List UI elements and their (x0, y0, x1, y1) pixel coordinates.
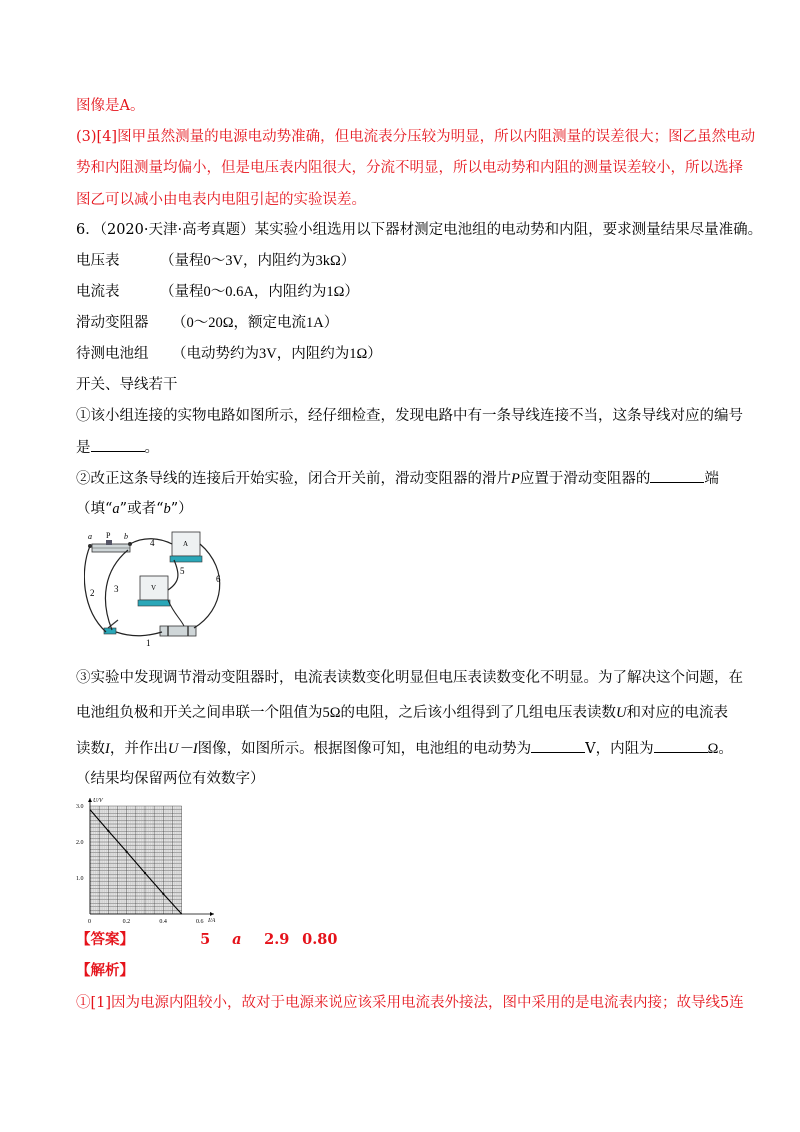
graph-grid (90, 806, 182, 914)
answer-blank (91, 437, 145, 452)
label-a: a (88, 532, 92, 541)
equipment-row: 电压表 （量程0～3V，内阻约为3kΩ） (76, 253, 356, 269)
answer-value: 0.80 (302, 931, 338, 948)
y-tick-label: 1.0 (76, 876, 84, 882)
explanation-line: 图乙可以减小由电表内电阻引起的实验误差。 (76, 192, 366, 208)
question-part-2-cont: （填“a”或者“b”） (76, 501, 193, 517)
svg-text:4: 4 (150, 538, 155, 548)
data-point (162, 893, 164, 895)
y-tick-label: 3.0 (76, 804, 84, 810)
equipment-row: 滑动变阻器 （0～20Ω，额定电流1A） (76, 315, 339, 331)
question-part-1: ①该小组连接的实物电路如图所示，经仔细检查，发现电路中有一条导线连接不当，这条导线对应的编号 (76, 408, 743, 424)
switch-line: 开关、导线若干 (76, 377, 178, 393)
y-axis-label: U/V (93, 798, 103, 804)
svg-text:3: 3 (114, 584, 119, 594)
svg-text:6: 6 (216, 574, 221, 584)
question-part-3: ③实验中发现调节滑动变阻器时，电流表读数变化明显但电压表读数变化不明显。为了解决这个问题，在 (76, 670, 743, 686)
svg-text:V: V (151, 584, 157, 592)
explanation-line: (3)[4]图甲虽然测量的电源电动势准确，但电流表分压较为明显，所以内阻测量的误差很大；图乙虽然电动 (76, 129, 756, 145)
battery (160, 626, 196, 636)
data-point (107, 830, 109, 832)
x-tick-label: 0.4 (159, 919, 167, 925)
wire-5 (168, 560, 178, 590)
x-axis-label: I/A (208, 918, 216, 924)
equipment-name: 电流表 (76, 284, 120, 300)
wire-2 (84, 546, 106, 632)
svg-text:1: 1 (146, 638, 151, 648)
svg-text:2: 2 (90, 588, 95, 598)
question-part-3-cont: 读数I，并作出U－I图像，如图所示。根据图像可知，电池组的电动势为 V，内阻为 Ω。 (76, 738, 733, 759)
equipment-row: 待测电池组 （电动势约为3V，内阻约为1Ω） (76, 346, 382, 362)
svg-text:A: A (183, 540, 189, 548)
circuit-diagram (84, 530, 234, 650)
question-note: （结果均保留两位有效数字） (76, 771, 265, 787)
x-tick-label: 0.6 (196, 919, 204, 925)
answer-value: a (232, 931, 242, 948)
equipment-name: 电压表 (76, 253, 120, 269)
analysis-line: ①[1]因为电源内阻较小，故对于电源来说应该采用电流表外接法，图中采用的是电流表内接；故导线5连 (76, 995, 744, 1011)
x-tick-label: 0.2 (122, 919, 131, 925)
question-part-2: ②改正这条导线的连接后开始实验，闭合开关前，滑动变阻器的滑片P应置于滑动变阻器的 端 (76, 468, 719, 489)
data-point (126, 851, 128, 853)
y-tick-label: 2.0 (76, 840, 84, 846)
question-intro: 6．（2020·天津·高考真题）某实验小组选用以下器材测定电池组的电动势和内阻，要求测量结果尽量准确。 (76, 222, 763, 238)
x-axis-arrow (210, 912, 214, 916)
label-p: P (106, 531, 111, 540)
y-axis-arrow (88, 798, 92, 802)
slider-p (106, 540, 112, 545)
equipment-name: 滑动变阻器 (76, 315, 149, 331)
answer-value: 5 (200, 931, 211, 948)
question-part-1-cont: 是 。 (76, 437, 159, 458)
equipment-name: 待测电池组 (76, 346, 149, 362)
question-part-3-cont: 电池组负极和开关之间串联一个阻值为5Ω的电阻，之后该小组得到了几组电压表读数U和对应的电流表 (76, 705, 729, 721)
x-tick-label: 0 (88, 919, 91, 925)
analysis-label: 【解析】 (76, 962, 134, 979)
data-point (144, 872, 146, 874)
answer-blank (650, 468, 704, 483)
explanation-line: 图像是A。 (76, 98, 145, 114)
wire-1 (116, 632, 162, 636)
equipment-row: 电流表 （量程0～0.6A，内阻约为1Ω） (76, 284, 359, 300)
ui-graph (76, 796, 232, 930)
answer-blank (531, 738, 585, 753)
svg-text:5: 5 (180, 566, 185, 576)
label-b: b (124, 532, 128, 541)
explanation-line: 势和内阻测量均偏小，但是电压表内阻很大，分流不明显，所以电动势和内阻的测量误差较小，所以选择 (76, 160, 743, 176)
answer-label: 【答案】 (76, 931, 134, 948)
answer-row (76, 930, 337, 950)
answer-value: 2.9 (264, 931, 290, 948)
answer-blank (654, 738, 708, 753)
